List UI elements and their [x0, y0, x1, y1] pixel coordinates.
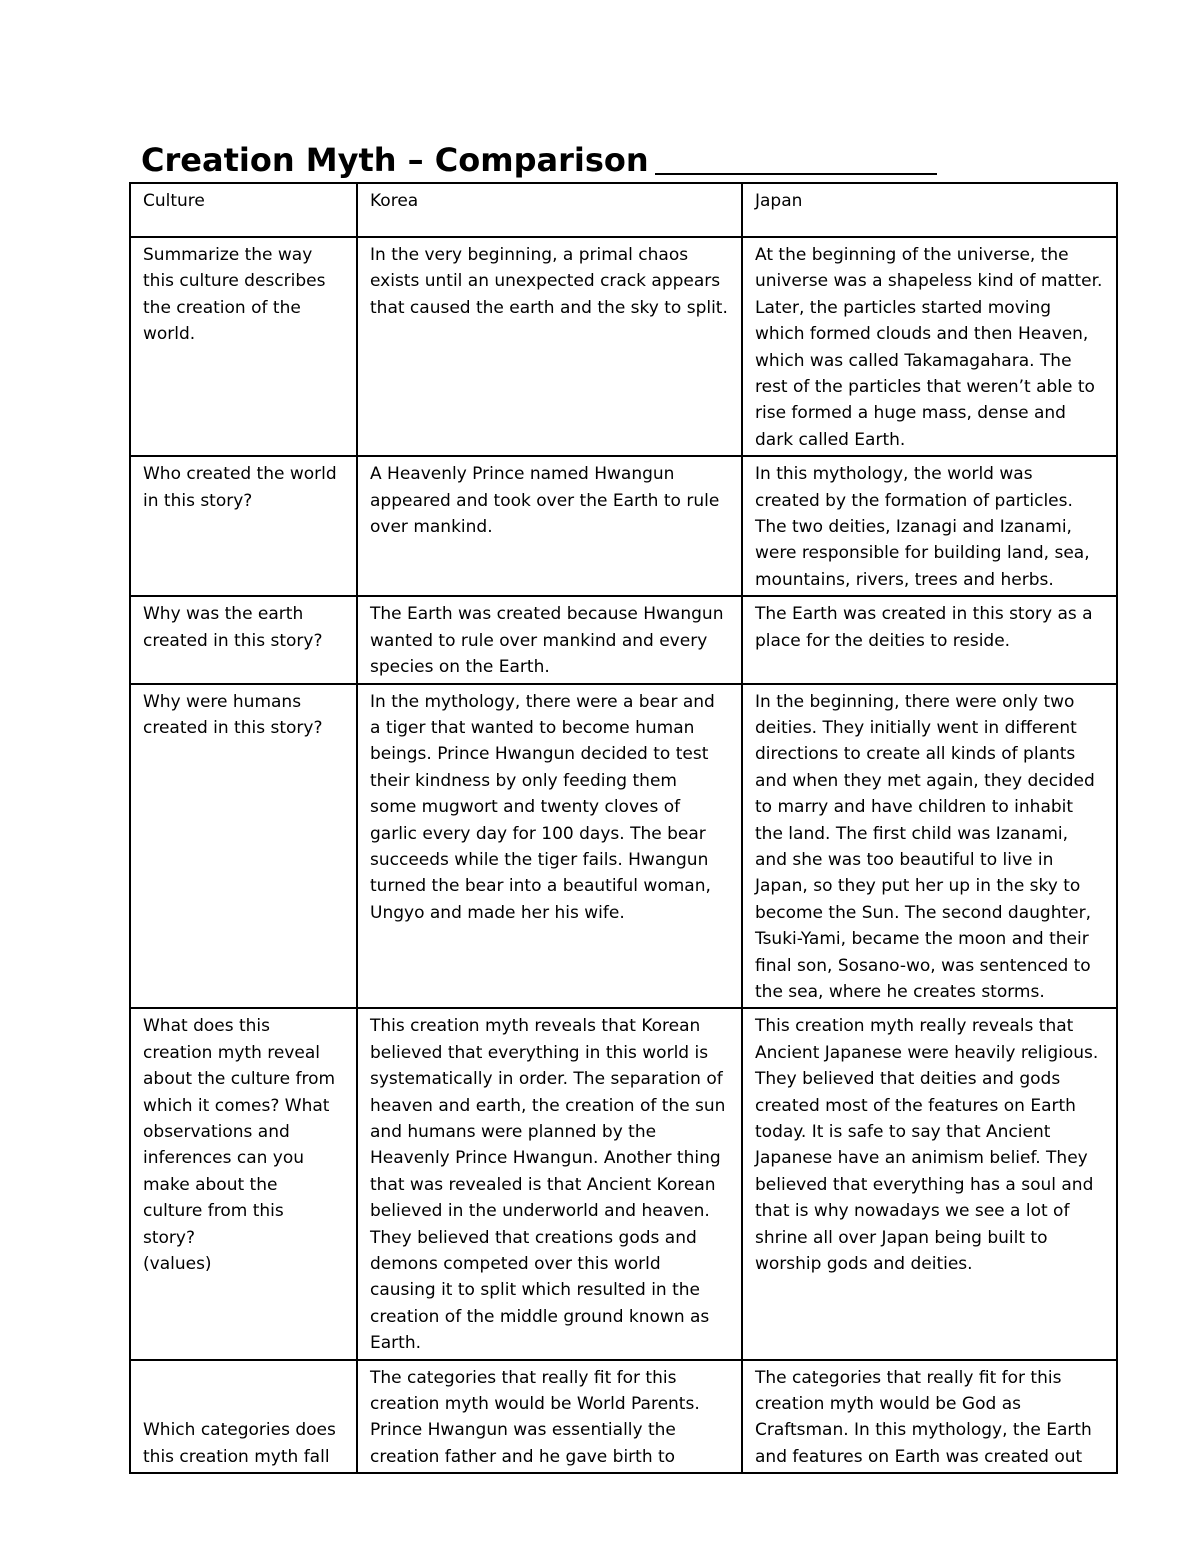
question-cell: Why was the earth created in this story?: [130, 596, 357, 683]
question-cell: Which categories does this creation myth fall: [130, 1360, 357, 1474]
header-korea: Korea: [357, 183, 742, 237]
question-cell: Who created the world in this story?: [130, 456, 357, 596]
title-row: [141, 138, 937, 182]
table-row: [130, 684, 1117, 1009]
table-row: [130, 596, 1117, 683]
japan-cell: In this mythology, the world was created by the formation of particles. The two deities, Izanagi and Izanami, were responsible for building land, sea, mountains, rivers, trees and herbs.: [742, 456, 1117, 596]
korea-cell: This creation myth reveals that Korean believed that everything in this world is systematically in order. The separation of heaven and earth, the creation of the sun and humans were planned by the Heavenly Prince Hwangun. Another thing that was revealed is that Ancient Korean believed in the underworld and heaven. They believed that creations gods and demons competed over this world causing it to split which resulted in the creation of the middle ground known as Earth.: [357, 1008, 742, 1359]
japan-cell: This creation myth really reveals that Ancient Japanese were heavily religious. They believed that deities and gods created most of the features on Earth today. It is safe to say that Ancient Japanese have an animism belief. They believed that everything has a soul and that is why nowadays we see a lot of shrine all over Japan being built to worship gods and deities.: [742, 1008, 1117, 1359]
japan-cell: At the beginning of the universe, the universe was a shapeless kind of matter. Later, the particles started moving which formed clouds and then Heaven, which was called Takamagahara. The rest of the particles that weren’t able to rise formed a huge mass, dense and dark called Earth.: [742, 237, 1117, 456]
korea-cell: In the very beginning, a primal chaos exists until an unexpected crack appears that caused the earth and the sky to split.: [357, 237, 742, 456]
header-culture: Culture: [130, 183, 357, 237]
korea-cell: The Earth was created because Hwangun wanted to rule over mankind and every species on the Earth.: [357, 596, 742, 683]
table-row: [130, 456, 1117, 596]
japan-cell: In the beginning, there were only two deities. They initially went in different directions to create all kinds of plants and when they met again, they decided to marry and have children to inhabit the land. The first child was Izanami, and she was too beautiful to live in Japan, so they put her up in the sky to become the Sun. The second daughter, Tsuki-Yami, became the moon and their final son, Sosano-wo, was sentenced to the sea, where he creates storms.: [742, 684, 1117, 1009]
korea-cell: The categories that really fit for this creation myth would be World Parents. Prince Hwangun was essentially the creation father and he gave birth to: [357, 1360, 742, 1474]
question-cell: What does this creation myth reveal about the culture from which it comes? What observations and inferences can you make about the culture from this story? (values): [130, 1008, 357, 1359]
comparison-table: [129, 182, 1118, 1474]
page-title: Creation Myth – Comparison: [141, 141, 649, 179]
korea-cell: In the mythology, there were a bear and a tiger that wanted to become human beings. Prince Hwangun decided to test their kindness by only feeding them some mugwort and twenty cloves of garlic every day for 100 days. The bear succeeds while the tiger fails. Hwangun turned the bear into a beautiful woman, Ungyo and made her his wife.: [357, 684, 742, 1009]
table-row: [130, 1008, 1117, 1359]
japan-cell: The Earth was created in this story as a place for the deities to reside.: [742, 596, 1117, 683]
table-row: [130, 1360, 1117, 1474]
question-cell: Summarize the way this culture describes the creation of the world.: [130, 237, 357, 456]
table-row: [130, 237, 1117, 456]
japan-cell: The categories that really fit for this creation myth would be God as Craftsman. In this mythology, the Earth and features on Earth was created out: [742, 1360, 1117, 1474]
header-japan: Japan: [742, 183, 1117, 237]
table-header-row: [130, 183, 1117, 237]
title-blank-line: [655, 173, 937, 175]
question-cell: Why were humans created in this story?: [130, 684, 357, 1009]
korea-cell: A Heavenly Prince named Hwangun appeared and took over the Earth to rule over mankind.: [357, 456, 742, 596]
